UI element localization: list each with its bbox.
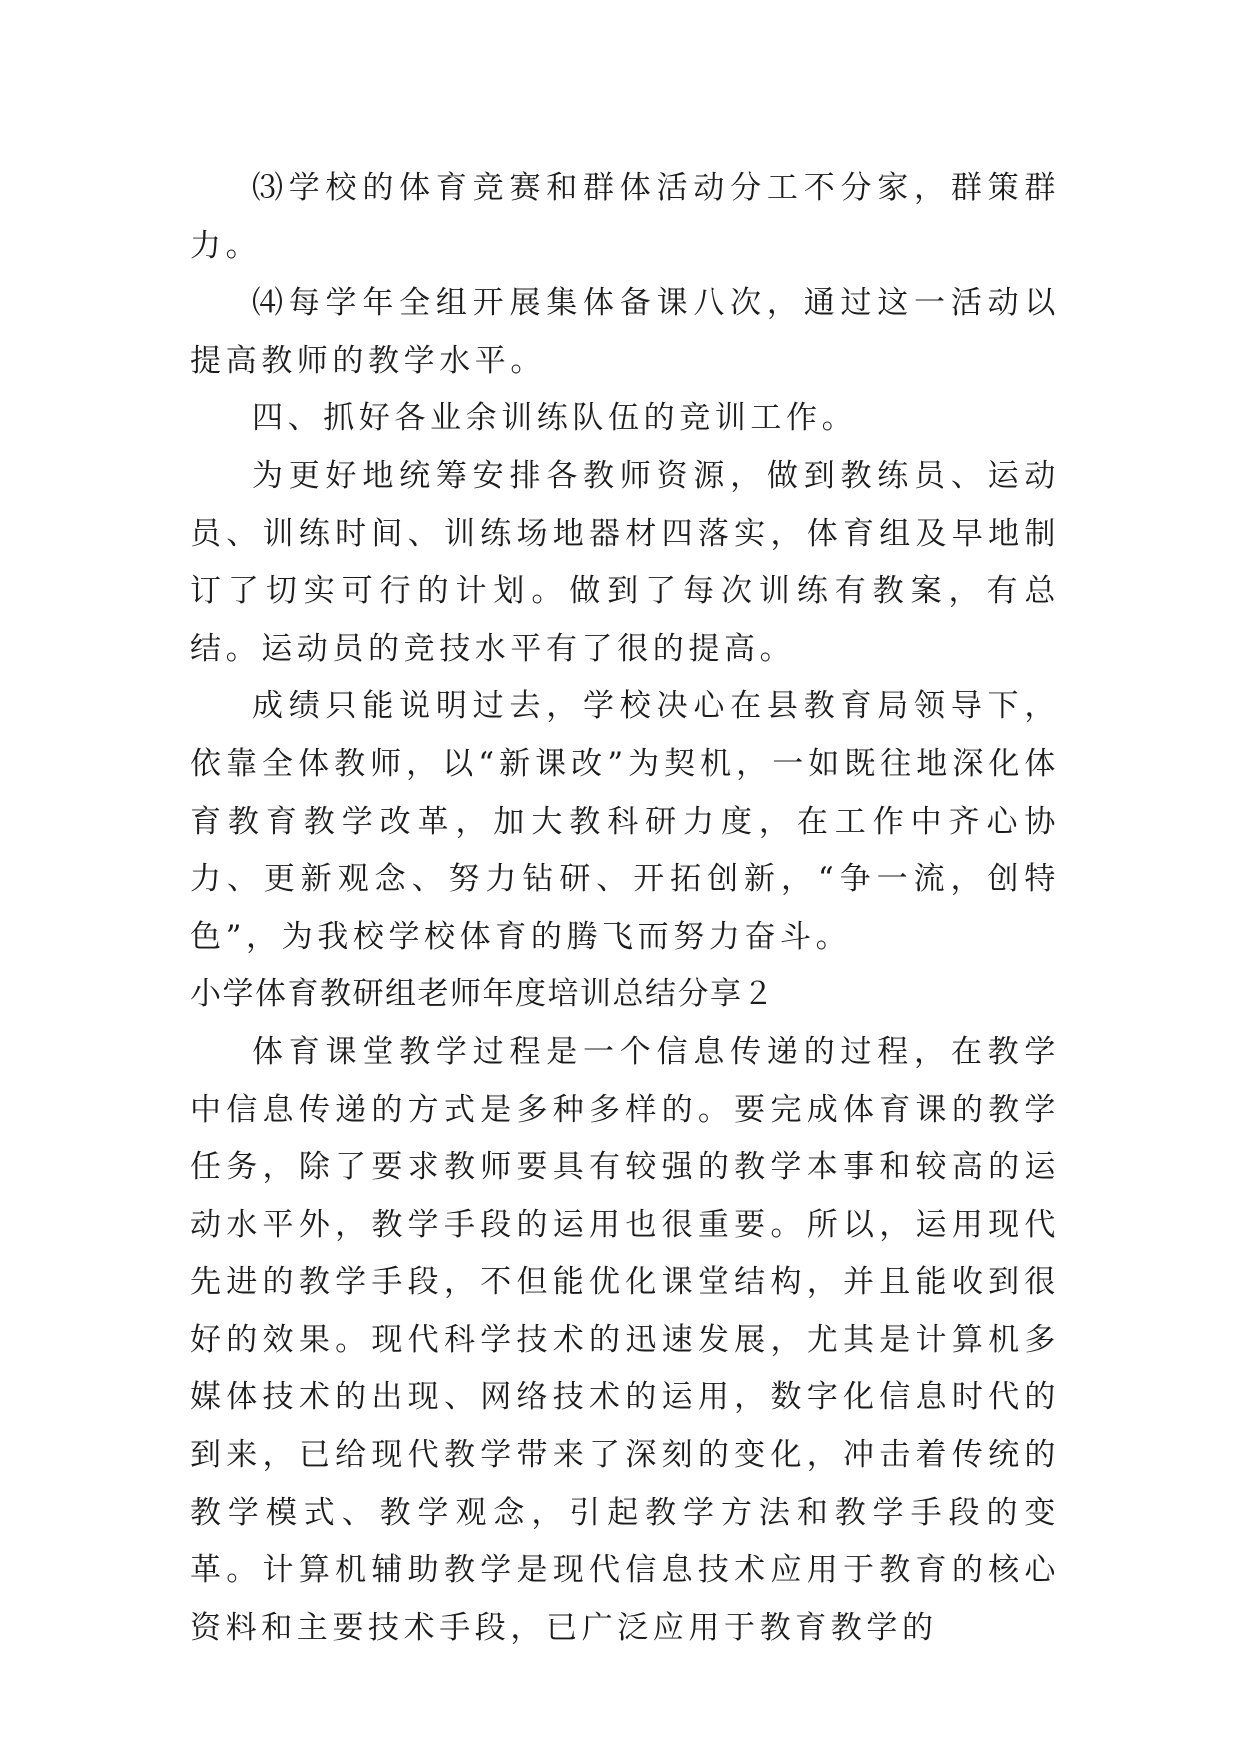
paragraph-teaching-methods: 体育课堂教学过程是一个信息传递的过程，在教学中信息传递的方式是多种多样的。要完成体育课的教学任务，除了要求教师要具有较强的教学本事和较高的运动水平外，教学手段的运用也很重要。所以，运用现代先进的教学手段，不但能优化课堂结构，并且能收到很好的效果。现代科学技术的迅速发展，尤其是计算机多媒体技术的出现、网络技术的运用，数字化信息时代的到来，已给现代教学带来了深刻的变化，冲击着传统的教学模式、教学观念，引起教学方法和教学手段的变革。计算机辅助教学是现代信息技术应用于教育的核心资料和主要技术手段，已广泛应用于教育教学的	[190, 1033, 1060, 1646]
paragraph-collective-lesson-prep: ⑷每学年全组开展集体备课八次，通过这一活动以提高教师的教学水平。	[190, 285, 1060, 379]
paragraph-section-four-heading: 四、抓好各业余训练队伍的竞训工作。	[252, 400, 858, 437]
section-title: 小学体育教研组老师年度培训总结分享２	[190, 976, 775, 1013]
paragraph-competition-activities: ⑶学校的体育竞赛和群体活动分工不分家，群策群力。	[190, 170, 1060, 264]
document-body	[190, 160, 1060, 1657]
paragraph-training-plan: 为更好地统筹安排各教师资源，做到教练员、运动员、训练时间、训练场地器材四落实，体育组及早地制订了切实可行的计划。做到了每次训练有教案，有总结。运动员的竞技水平有了很的提高。	[190, 457, 1060, 667]
paragraph-conclusion: 成绩只能说明过去，学校决心在县教育局领导下，依靠全体教师，以“新课改”为契机，一如既往地深化体育教育教学改革，加大教科研力度，在工作中齐心协力、更新观念、努力钻研、开拓创新，“争一流，创特色”，为我校学校体育的腾飞而努力奋斗。	[190, 688, 1060, 955]
